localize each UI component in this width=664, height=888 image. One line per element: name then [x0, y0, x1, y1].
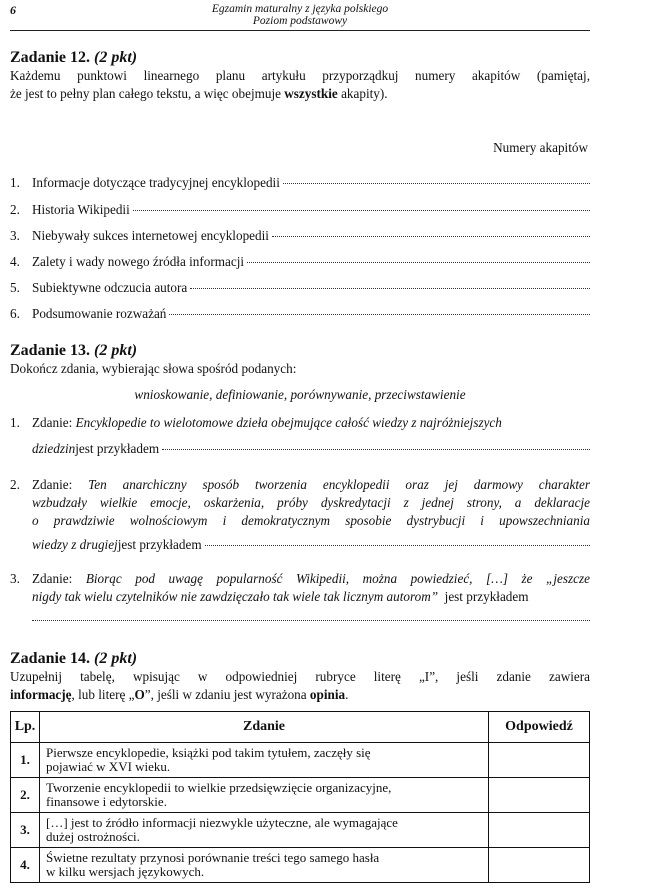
- plan-item-text: Informacje dotyczące tradycyjnej encyklopedii: [32, 175, 280, 190]
- row-sentence-line2: w kilku wersjach językowych.: [46, 864, 205, 879]
- task14-instruction-line2: [10, 686, 590, 703]
- row-sentence-line2: finansowe i edytorskie.: [46, 794, 167, 809]
- instr-mid2: ”, jeśli w zdaniu jest wyrażona: [144, 687, 310, 702]
- task14-title: [10, 650, 137, 668]
- column-header-zdanie: Zdanie: [40, 712, 489, 743]
- table-row: [11, 743, 590, 778]
- answer-line[interactable]: [162, 449, 590, 450]
- task13-item2-number: 2.: [10, 477, 20, 492]
- plan-item-text: Podsumowanie rozważań: [32, 306, 167, 321]
- zdanie-label: Zdanie:: [32, 477, 89, 492]
- plan-item-2[interactable]: [10, 202, 590, 218]
- task13-item3-suffix: jest przykładem: [438, 589, 529, 604]
- zdanie-label: Zdanie:: [32, 571, 86, 586]
- plan-item-text: Historia Wikipedii: [32, 202, 130, 217]
- task12-instruction-line1: Każdemu punktowi linearnego planu artykułu przyporządkuj numery akapitów (pamiętaj,: [10, 68, 590, 83]
- task13-item2-line3: o prawdziwie wolnościowym i demokratycznym sposobie dystrybucji i upowszechniania: [32, 513, 590, 528]
- task13-item3-line1: [32, 570, 590, 587]
- task12-instr-b: akapity).: [337, 86, 388, 101]
- answer-line[interactable]: [247, 262, 590, 263]
- table-row: [11, 778, 590, 813]
- plan-item-3[interactable]: [10, 228, 590, 244]
- table-header-row: [11, 712, 590, 743]
- plan-item-number: 4.: [10, 254, 20, 269]
- answer-cell[interactable]: [489, 778, 590, 813]
- paragraph-numbers-label: Numery akapitów: [493, 140, 588, 155]
- row-number: 1.: [11, 743, 40, 778]
- answer-cell[interactable]: [489, 848, 590, 883]
- column-header-lp: Lp.: [11, 712, 40, 743]
- plan-item-text: Niebywały sukces internetowej encyklopedii: [32, 228, 269, 243]
- task13-title: [10, 342, 137, 360]
- plan-item-4[interactable]: [10, 254, 590, 270]
- task13-item1-number: 1.: [10, 415, 20, 430]
- instr-informacje: informację: [10, 687, 72, 702]
- row-number: 3.: [11, 813, 40, 848]
- instr-mid: , lub literę „: [71, 687, 135, 702]
- plan-item-number: 2.: [10, 202, 20, 217]
- row-sentence: [40, 813, 489, 848]
- task12-instr-bold: wszystkie: [284, 86, 338, 101]
- task13-item2-line2: wzbudzały wielkie emocje, oskarżenia, próby dyskredytacji z jednej strony, a deklaracje: [32, 495, 590, 510]
- answer-line[interactable]: [283, 183, 590, 184]
- plan-item-number: 1.: [10, 175, 20, 190]
- task13-item2-suffix: jest przykładem: [117, 537, 202, 552]
- row-sentence-line1: […] jest to źródło informacji niezwykle użyteczne, ale wymagające: [46, 815, 398, 830]
- answer-line[interactable]: [205, 545, 590, 546]
- page-header: [10, 0, 590, 31]
- task14-table: [10, 711, 590, 883]
- column-header-odpowiedz: Odpowiedź: [489, 712, 590, 743]
- task12-instruction-line2: [10, 85, 590, 102]
- answer-line[interactable]: [272, 236, 590, 237]
- answer-line[interactable]: [190, 288, 590, 289]
- instr-letter-o: O: [134, 687, 145, 702]
- task13-item1-answer-row[interactable]: [32, 441, 590, 457]
- plan-item-number: 5.: [10, 280, 20, 295]
- task14-title-text: Zadanie 14.: [10, 650, 91, 667]
- task13-word-list: wnioskowanie, definiowanie, porównywanie, przeciwstawienie: [134, 387, 466, 402]
- plan-item-text: Zalety i wady nowego źródła informacji: [32, 254, 245, 269]
- task13-item1-quote: Encyklopedie to wielotomowe dzieła obejmujące całość wiedzy z najróżniejszych: [75, 415, 502, 430]
- plan-item-number: 3.: [10, 228, 20, 243]
- row-sentence: [40, 848, 489, 883]
- task12-title: [10, 49, 137, 67]
- answer-line[interactable]: [169, 314, 590, 315]
- task13-item1-line1: [32, 414, 590, 431]
- task14-points: (2 pkt): [94, 650, 138, 667]
- task13-title-text: Zadanie 13.: [10, 342, 91, 359]
- row-sentence-line1: Tworzenie encyklopedii to wielkie przedsięwzięcie organizacyjne,: [46, 780, 392, 795]
- task12-points: (2 pkt): [94, 49, 138, 66]
- plan-item-text: Subiektywne odczucia autora: [32, 280, 188, 295]
- answer-line[interactable]: [32, 620, 590, 621]
- task13-item2-quote-1: Ten anarchiczny sposób tworzenia encyklopedii oraz jej darmowy charakter: [88, 477, 590, 492]
- row-sentence-line2: pojawiać w XVI wieku.: [46, 759, 171, 774]
- row-number: 4.: [11, 848, 40, 883]
- task13-item3-number: 3.: [10, 571, 20, 586]
- task13-item2-quote-end: wiedzy z drugiej: [32, 537, 118, 552]
- plan-item-5[interactable]: [10, 280, 590, 296]
- task12-title-text: Zadanie 12.: [10, 49, 91, 66]
- exam-level: Poziom podstawowy: [252, 15, 348, 27]
- task13-item1-suffix: jest przykładem: [75, 441, 160, 456]
- task13-item3-line2: [32, 588, 590, 605]
- answer-line[interactable]: [133, 210, 590, 211]
- task13-item3-quote-2: nigdy tak wielu czytelników nie zawdzięczało tak wiele tak licznym autorom”: [32, 589, 439, 604]
- instr-end: .: [345, 687, 349, 702]
- answer-cell[interactable]: [489, 813, 590, 848]
- row-sentence: [40, 778, 489, 813]
- row-sentence: [40, 743, 489, 778]
- task13-item3-quote-1: Biorąc pod uwagę popularność Wikipedii, można powiedzieć, […] że „jeszcze: [85, 571, 590, 586]
- row-number: 2.: [11, 778, 40, 813]
- plan-item-6[interactable]: [10, 306, 590, 322]
- row-sentence-line1: Pierwsze encyklopedie, książki pod takim tytułem, zaczęły się: [46, 745, 371, 760]
- exam-page: [10, 0, 590, 879]
- page-number: 6: [10, 3, 16, 17]
- plan-item-1[interactable]: [10, 175, 590, 191]
- task12-instr-a: że jest to pełny plan całego tekstu, a więc obejmuje: [10, 86, 285, 101]
- task13-item2-answer-row[interactable]: [32, 537, 590, 553]
- plan-item-number: 6.: [10, 306, 20, 321]
- task13-item2-line1: [32, 476, 590, 493]
- zdanie-label: Zdanie:: [32, 415, 76, 430]
- exam-title: Egzamin maturalny z języka polskiego: [211, 3, 389, 15]
- task14-instruction-line1: Uzupełnij tabelę, wpisując w odpowiedniej rubryce literę „I”, jeśli zdanie zawiera: [10, 669, 590, 684]
- row-sentence-line2: dużej ostrożności.: [46, 829, 140, 844]
- task13-item1-quote-end: dziedzin: [32, 441, 76, 456]
- task13-points: (2 pkt): [94, 342, 138, 359]
- answer-cell[interactable]: [489, 743, 590, 778]
- instr-opinia: opinia: [309, 687, 346, 702]
- task13-instruction: Dokończ zdania, wybierając słowa spośród podanych:: [10, 361, 297, 376]
- table-row: [11, 848, 590, 883]
- row-sentence-line1: Świetne rezultaty przynosi porównanie treści tego samego hasła: [46, 850, 380, 865]
- table-row: [11, 813, 590, 848]
